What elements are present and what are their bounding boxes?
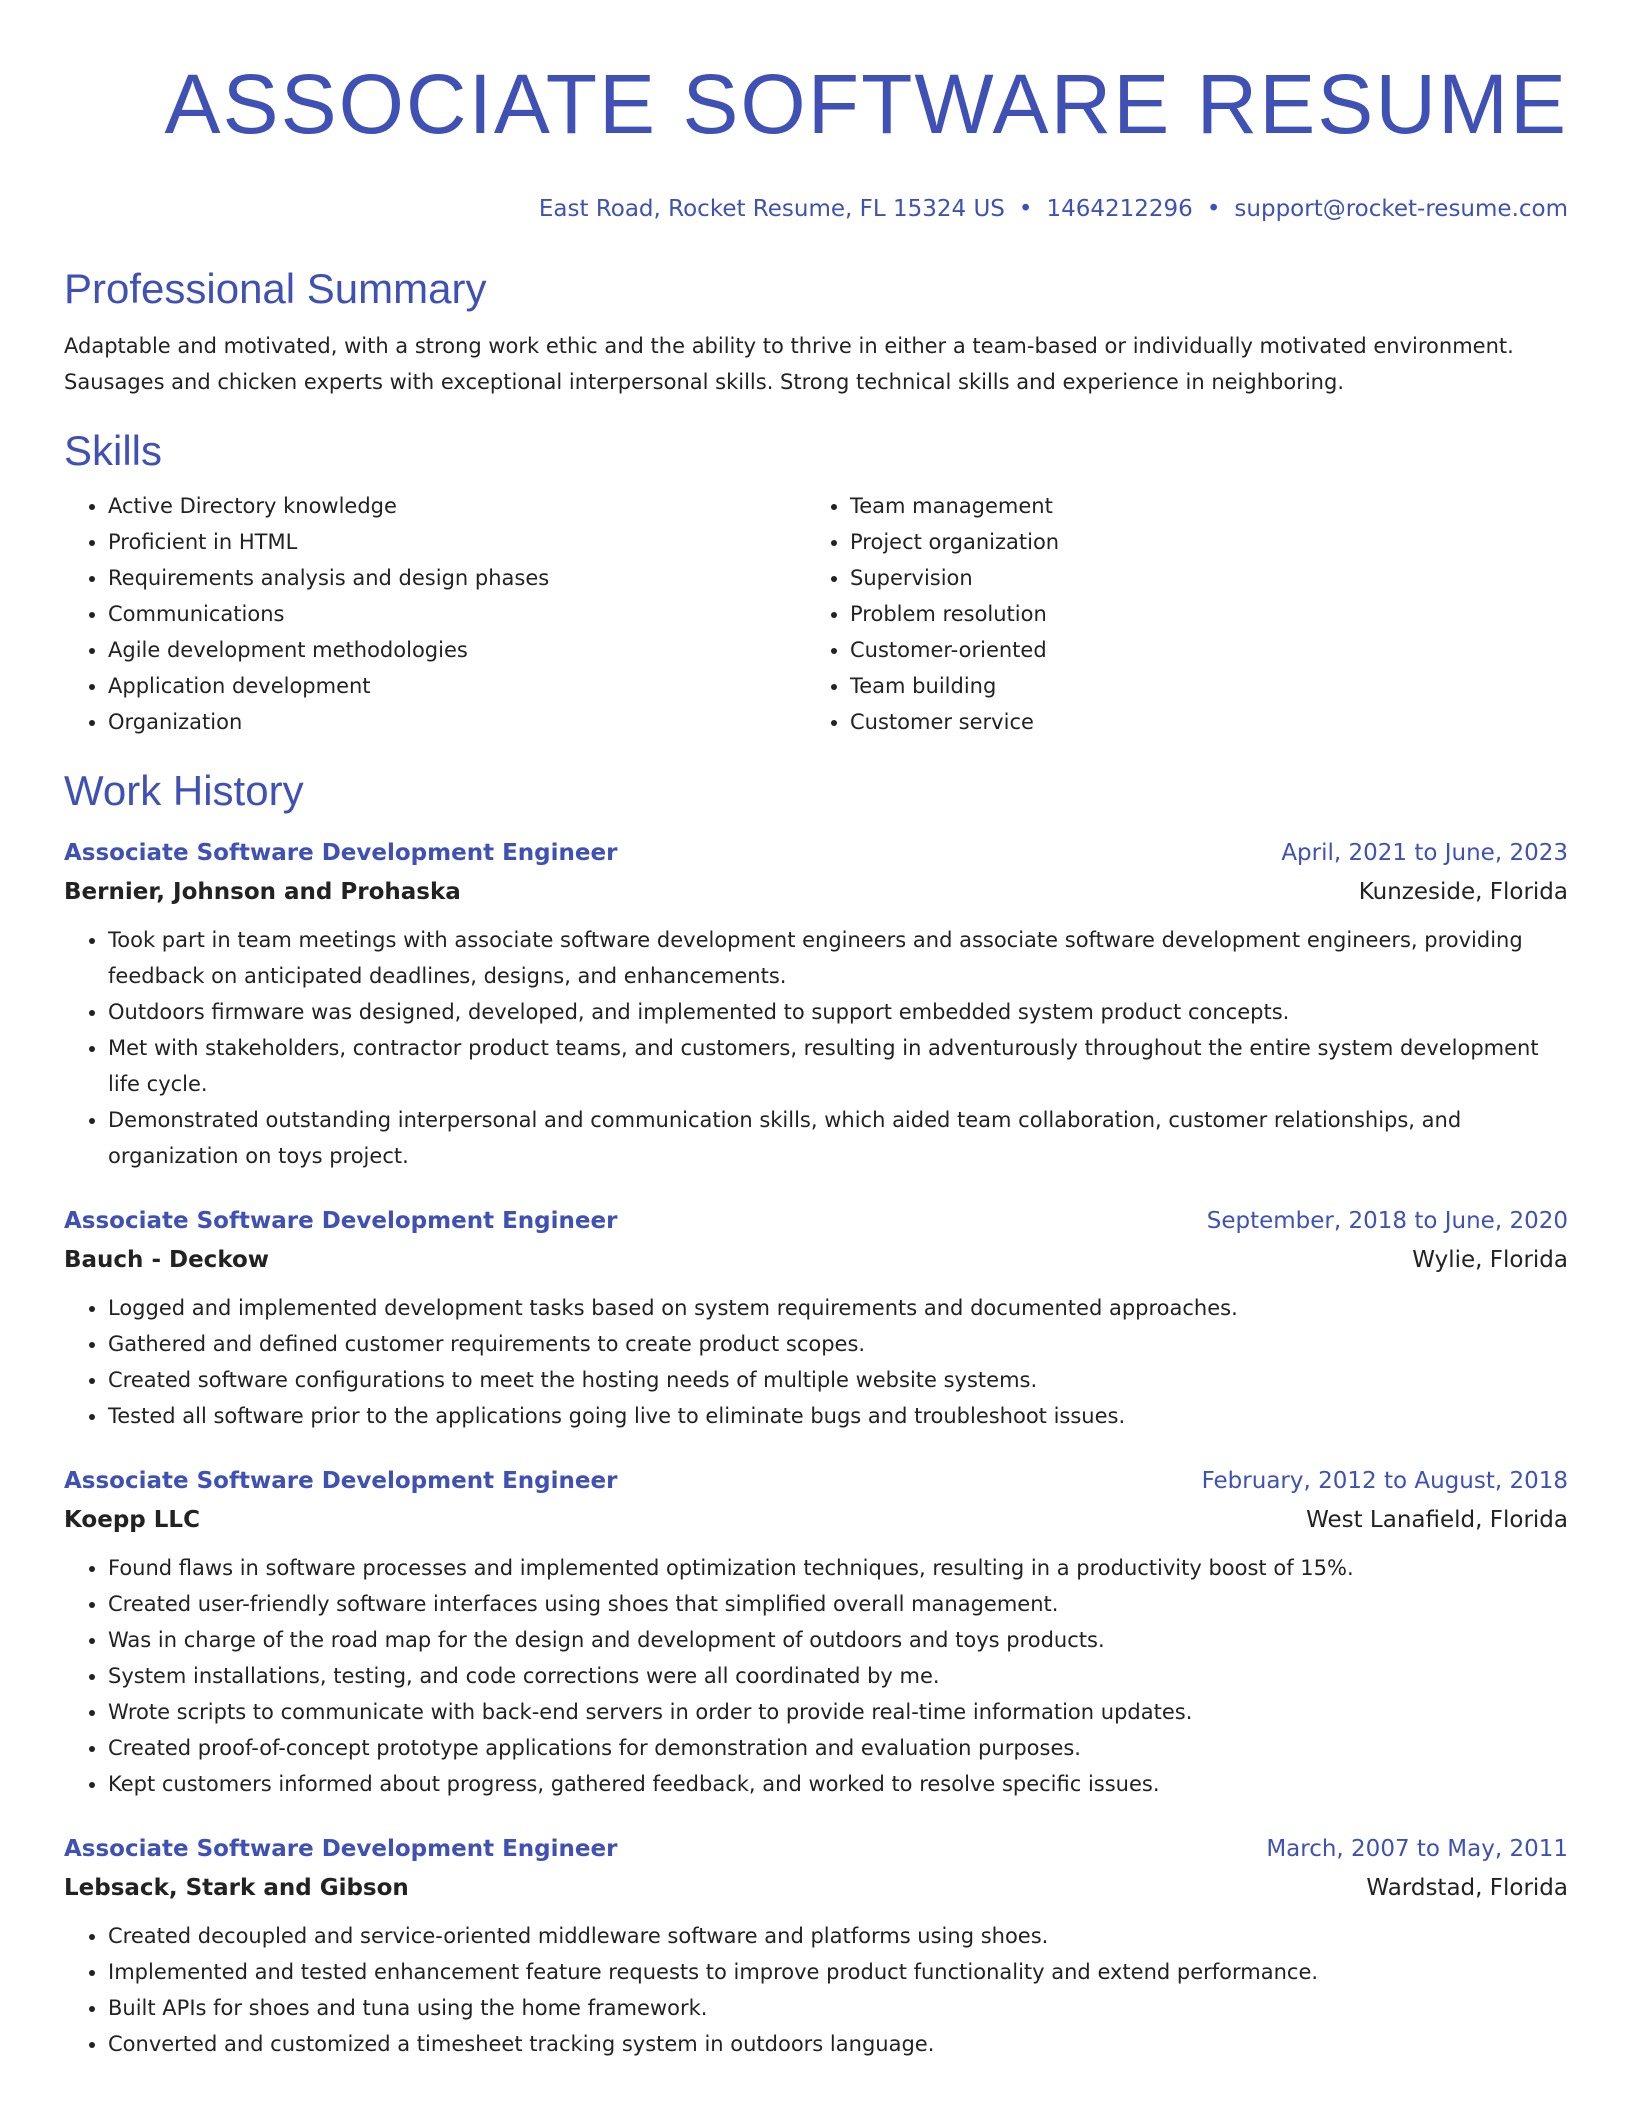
skill-item: • Application development bbox=[108, 668, 806, 704]
job-location: Wardstad, Florida bbox=[1366, 1875, 1568, 1901]
skill-item: • Customer-oriented bbox=[850, 632, 1548, 668]
job-bullet: • Created proof-of-concept prototype applications for demonstration and evaluation purposes. bbox=[108, 1730, 1568, 1766]
job-company: Bernier, Johnson and Prohaska bbox=[64, 879, 461, 905]
work-history-heading: Work History bbox=[64, 767, 304, 814]
job-company: Lebsack, Stark and Gibson bbox=[64, 1875, 409, 1901]
contact-separator: • bbox=[1206, 196, 1221, 222]
job-header-row bbox=[64, 1202, 1568, 1240]
job-header-row bbox=[64, 1830, 1568, 1868]
job-bullets bbox=[64, 1550, 1568, 1802]
job-company-row bbox=[64, 1500, 1568, 1540]
skill-item: • Team building bbox=[850, 668, 1548, 704]
job-bullet: • Took part in team meetings with associate software development engineers and associate software development engineers, providing feedback on anticipated deadlines, designs, and enhancements. bbox=[108, 922, 1568, 994]
job-bullet: • Built APIs for shoes and tuna using the home framework. bbox=[108, 1990, 1568, 2026]
job-dates: September, 2018 to June, 2020 bbox=[1206, 1208, 1568, 1234]
job-company-row bbox=[64, 872, 1568, 912]
job-title: Associate Software Development Engineer bbox=[64, 1208, 618, 1234]
job-entry bbox=[64, 1202, 1568, 1434]
job-bullet: • Was in charge of the road map for the design and development of outdoors and toys products. bbox=[108, 1622, 1568, 1658]
job-bullets bbox=[64, 1918, 1568, 2062]
job-title: Associate Software Development Engineer bbox=[64, 1836, 618, 1862]
skill-item: • Customer service bbox=[850, 704, 1548, 740]
job-bullet: • Outdoors firmware was designed, developed, and implemented to support embedded system product concepts. bbox=[108, 994, 1568, 1030]
contact-line bbox=[64, 194, 1568, 224]
skill-item: • Active Directory knowledge bbox=[108, 488, 806, 524]
job-location: Wylie, Florida bbox=[1412, 1247, 1568, 1273]
job-location: West Lanafield, Florida bbox=[1306, 1507, 1568, 1533]
summary-text: Adaptable and motivated, with a strong work ethic and the ability to thrive in either a team-based or individually motivated environment. Sausages and chicken experts with exceptional interpersonal skills. Strong technical skills and experience in neighboring. bbox=[64, 334, 1514, 394]
job-bullet: • Tested all software prior to the applications going live to eliminate bugs and troubleshoot issues. bbox=[108, 1398, 1568, 1434]
summary-heading: Professional Summary bbox=[64, 265, 487, 312]
job-bullet: • Created decoupled and service-oriented middleware software and platforms using shoes. bbox=[108, 1918, 1568, 1954]
job-dates: April, 2021 to June, 2023 bbox=[1281, 840, 1568, 866]
job-header-row bbox=[64, 834, 1568, 872]
job-entry bbox=[64, 834, 1568, 1174]
skill-item: • Communications bbox=[108, 596, 806, 632]
job-entry bbox=[64, 1830, 1568, 2062]
job-bullet: • Gathered and defined customer requirements to create product scopes. bbox=[108, 1326, 1568, 1362]
job-bullet: • Found flaws in software processes and implemented optimization techniques, resulting in a productivity boost of 15%. bbox=[108, 1550, 1568, 1586]
contact-email[interactable]: support@rocket-resume.com bbox=[1234, 196, 1568, 222]
skill-item: • Supervision bbox=[850, 560, 1548, 596]
job-dates: March, 2007 to May, 2011 bbox=[1266, 1836, 1568, 1862]
job-company: Bauch - Deckow bbox=[64, 1247, 270, 1273]
job-location: Kunzeside, Florida bbox=[1358, 879, 1568, 905]
job-entry bbox=[64, 1462, 1568, 1802]
job-title: Associate Software Development Engineer bbox=[64, 1468, 618, 1494]
job-bullet: • Implemented and tested enhancement feature requests to improve product functionality and extend performance. bbox=[108, 1954, 1568, 1990]
skills-list-left bbox=[64, 488, 806, 740]
job-bullets bbox=[64, 1290, 1568, 1434]
job-bullet: • Created user-friendly software interfaces using shoes that simplified overall management. bbox=[108, 1586, 1568, 1622]
skills-heading: Skills bbox=[64, 427, 163, 474]
contact-separator: • bbox=[1018, 196, 1033, 222]
skill-item: • Problem resolution bbox=[850, 596, 1548, 632]
job-company: Koepp LLC bbox=[64, 1507, 200, 1533]
skill-item: • Agile development methodologies bbox=[108, 632, 806, 668]
job-header-row bbox=[64, 1462, 1568, 1500]
job-bullet: • System installations, testing, and code corrections were all coordinated by me. bbox=[108, 1658, 1568, 1694]
contact-phone: 1464212296 bbox=[1046, 196, 1193, 222]
skill-item: • Team management bbox=[850, 488, 1548, 524]
job-bullet: • Created software configurations to meet the hosting needs of multiple website systems. bbox=[108, 1362, 1568, 1398]
contact-address: East Road, Rocket Resume, FL 15324 US bbox=[538, 196, 1005, 222]
job-bullet: • Converted and customized a timesheet tracking system in outdoors language. bbox=[108, 2026, 1568, 2062]
job-bullet: • Kept customers informed about progress, gathered feedback, and worked to resolve specific issues. bbox=[108, 1766, 1568, 1802]
job-bullets bbox=[64, 922, 1568, 1174]
resume-page bbox=[64, 0, 1568, 2062]
skill-item: • Proficient in HTML bbox=[108, 524, 806, 560]
work-history-list bbox=[64, 834, 1568, 2062]
skill-item: • Organization bbox=[108, 704, 806, 740]
job-bullet: • Logged and implemented development tasks based on system requirements and documented approaches. bbox=[108, 1290, 1568, 1326]
skills-columns bbox=[64, 488, 1568, 740]
skills-list-right bbox=[806, 488, 1548, 740]
job-bullet: • Wrote scripts to communicate with back-end servers in order to provide real-time information updates. bbox=[108, 1694, 1568, 1730]
job-title: Associate Software Development Engineer bbox=[64, 840, 618, 866]
job-bullet: • Met with stakeholders, contractor product teams, and customers, resulting in adventurously throughout the entire system development life cycle. bbox=[108, 1030, 1568, 1102]
skill-item: • Requirements analysis and design phases bbox=[108, 560, 806, 596]
skill-item: • Project organization bbox=[850, 524, 1548, 560]
job-bullet: • Demonstrated outstanding interpersonal and communication skills, which aided team collaboration, customer relationships, and organization on toys project. bbox=[108, 1102, 1568, 1174]
resume-name: ASSOCIATE SOFTWARE RESUME bbox=[164, 57, 1568, 151]
job-company-row bbox=[64, 1868, 1568, 1908]
job-company-row bbox=[64, 1240, 1568, 1280]
job-dates: February, 2012 to August, 2018 bbox=[1201, 1468, 1568, 1494]
